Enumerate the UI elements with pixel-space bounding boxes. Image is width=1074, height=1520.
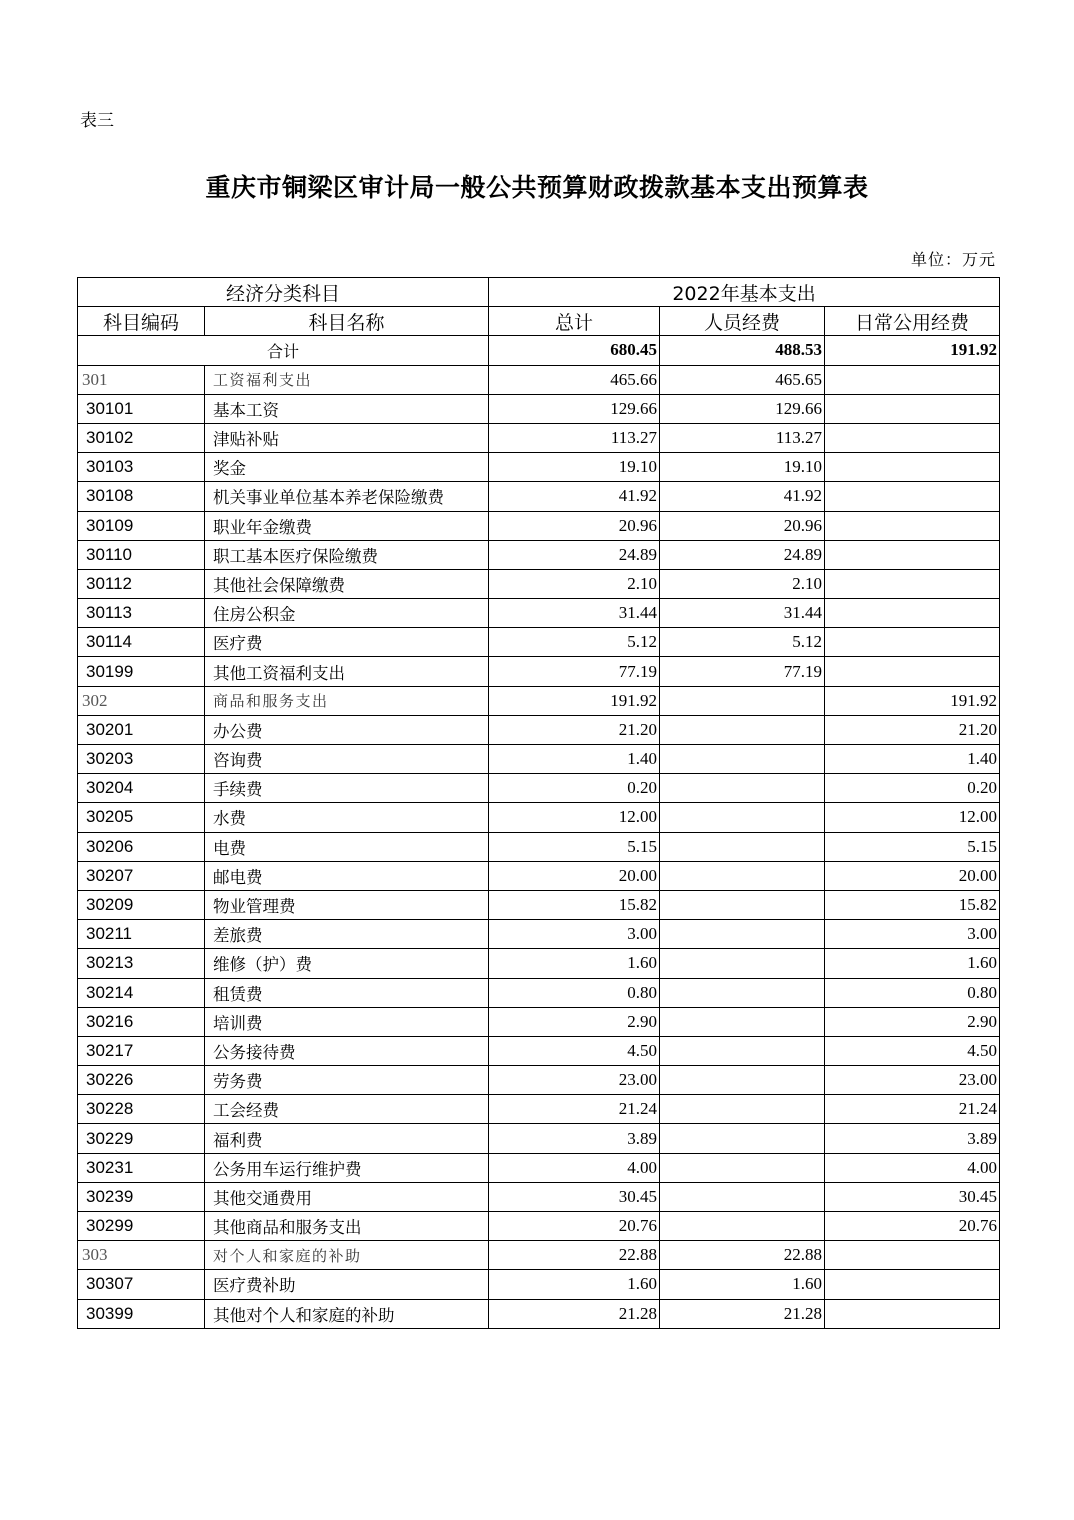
row-code: 30110 xyxy=(78,540,205,569)
row-total: 21.24 xyxy=(489,1095,660,1124)
header-column-row xyxy=(78,307,1000,336)
row-name: 其他交通费用 xyxy=(205,1182,489,1211)
row-name: 津贴补贴 xyxy=(205,423,489,452)
row-public xyxy=(825,657,1000,686)
row-code: 30231 xyxy=(78,1153,205,1182)
row-total: 0.80 xyxy=(489,978,660,1007)
row-total: 12.00 xyxy=(489,803,660,832)
row-personnel xyxy=(660,978,825,1007)
row-personnel xyxy=(660,920,825,949)
table-row xyxy=(78,1153,1000,1182)
row-name: 商品和服务支出 xyxy=(205,686,489,715)
row-public: 191.92 xyxy=(825,686,1000,715)
row-total: 77.19 xyxy=(489,657,660,686)
row-personnel: 1.60 xyxy=(660,1270,825,1299)
row-total: 20.76 xyxy=(489,1212,660,1241)
row-public: 5.15 xyxy=(825,832,1000,861)
row-personnel: 41.92 xyxy=(660,482,825,511)
group-row xyxy=(78,1241,1000,1270)
row-code: 30204 xyxy=(78,774,205,803)
row-name: 其他社会保障缴费 xyxy=(205,569,489,598)
row-name: 职业年金缴费 xyxy=(205,511,489,540)
row-code: 30109 xyxy=(78,511,205,540)
row-name: 奖金 xyxy=(205,453,489,482)
row-name: 维修（护）费 xyxy=(205,949,489,978)
row-code: 30239 xyxy=(78,1182,205,1211)
row-code: 30216 xyxy=(78,1007,205,1036)
group-row xyxy=(78,686,1000,715)
row-code: 30201 xyxy=(78,715,205,744)
row-total: 3.00 xyxy=(489,920,660,949)
row-public: 12.00 xyxy=(825,803,1000,832)
row-code: 30102 xyxy=(78,423,205,452)
row-code: 30207 xyxy=(78,861,205,890)
row-public: 0.80 xyxy=(825,978,1000,1007)
row-personnel xyxy=(660,803,825,832)
table-row xyxy=(78,832,1000,861)
row-personnel xyxy=(660,1212,825,1241)
table-row xyxy=(78,715,1000,744)
row-name: 水费 xyxy=(205,803,489,832)
table-row xyxy=(78,1007,1000,1036)
header-code: 科目编码 xyxy=(78,307,205,336)
row-code: 30213 xyxy=(78,949,205,978)
row-public: 21.24 xyxy=(825,1095,1000,1124)
row-total: 4.00 xyxy=(489,1153,660,1182)
row-total: 41.92 xyxy=(489,482,660,511)
row-total: 3.89 xyxy=(489,1124,660,1153)
header-name: 科目名称 xyxy=(205,307,489,336)
row-total: 20.96 xyxy=(489,511,660,540)
row-personnel: 5.12 xyxy=(660,628,825,657)
header-total: 总计 xyxy=(489,307,660,336)
table-row xyxy=(78,1124,1000,1153)
row-name: 其他工资福利支出 xyxy=(205,657,489,686)
row-personnel xyxy=(660,1036,825,1065)
row-name: 物业管理费 xyxy=(205,890,489,919)
row-public: 1.60 xyxy=(825,949,1000,978)
row-name: 福利费 xyxy=(205,1124,489,1153)
row-code: 302 xyxy=(78,686,205,715)
row-code: 30209 xyxy=(78,890,205,919)
row-total: 1.60 xyxy=(489,1270,660,1299)
row-personnel xyxy=(660,1182,825,1211)
row-public xyxy=(825,628,1000,657)
row-total: 15.82 xyxy=(489,890,660,919)
budget-table xyxy=(77,277,1000,1329)
group-row xyxy=(78,365,1000,394)
row-total: 2.90 xyxy=(489,1007,660,1036)
row-code: 30214 xyxy=(78,978,205,1007)
row-name: 租赁费 xyxy=(205,978,489,1007)
row-total: 23.00 xyxy=(489,1066,660,1095)
row-name: 医疗费补助 xyxy=(205,1270,489,1299)
row-code: 30299 xyxy=(78,1212,205,1241)
row-name: 公务用车运行维护费 xyxy=(205,1153,489,1182)
row-name: 培训费 xyxy=(205,1007,489,1036)
row-public xyxy=(825,453,1000,482)
table-row xyxy=(78,394,1000,423)
row-name: 职工基本医疗保险缴费 xyxy=(205,540,489,569)
row-public xyxy=(825,423,1000,452)
row-public: 1.40 xyxy=(825,745,1000,774)
table-row xyxy=(78,628,1000,657)
row-name: 咨询费 xyxy=(205,745,489,774)
table-row xyxy=(78,511,1000,540)
table-row xyxy=(78,1095,1000,1124)
row-total: 24.89 xyxy=(489,540,660,569)
table-row xyxy=(78,1066,1000,1095)
row-total: 2.10 xyxy=(489,569,660,598)
row-name: 劳务费 xyxy=(205,1066,489,1095)
row-code: 30229 xyxy=(78,1124,205,1153)
row-personnel: 2.10 xyxy=(660,569,825,598)
row-personnel xyxy=(660,1153,825,1182)
row-total: 30.45 xyxy=(489,1182,660,1211)
row-total: 5.12 xyxy=(489,628,660,657)
row-code: 30211 xyxy=(78,920,205,949)
header-public: 日常公用经费 xyxy=(825,307,1000,336)
row-public: 0.20 xyxy=(825,774,1000,803)
summary-label: 合计 xyxy=(78,336,489,365)
row-name: 办公费 xyxy=(205,715,489,744)
row-personnel xyxy=(660,745,825,774)
row-personnel xyxy=(660,1095,825,1124)
table-row xyxy=(78,978,1000,1007)
row-name: 手续费 xyxy=(205,774,489,803)
row-total: 5.15 xyxy=(489,832,660,861)
row-code: 30217 xyxy=(78,1036,205,1065)
table-row xyxy=(78,657,1000,686)
table-label: 表三 xyxy=(80,111,114,131)
row-code: 303 xyxy=(78,1241,205,1270)
row-name: 医疗费 xyxy=(205,628,489,657)
row-total: 1.60 xyxy=(489,949,660,978)
row-public: 21.20 xyxy=(825,715,1000,744)
row-total: 1.40 xyxy=(489,745,660,774)
row-name: 公务接待费 xyxy=(205,1036,489,1065)
summary-personnel: 488.53 xyxy=(660,336,825,365)
row-code: 30101 xyxy=(78,394,205,423)
row-public: 23.00 xyxy=(825,1066,1000,1095)
row-public: 2.90 xyxy=(825,1007,1000,1036)
row-public: 3.89 xyxy=(825,1124,1000,1153)
row-personnel: 20.96 xyxy=(660,511,825,540)
table-row xyxy=(78,1036,1000,1065)
row-personnel xyxy=(660,1007,825,1036)
row-public xyxy=(825,394,1000,423)
row-code: 30228 xyxy=(78,1095,205,1124)
row-total: 191.92 xyxy=(489,686,660,715)
row-name: 工资福利支出 xyxy=(205,365,489,394)
row-name: 对个人和家庭的补助 xyxy=(205,1241,489,1270)
table-row xyxy=(78,745,1000,774)
row-personnel xyxy=(660,774,825,803)
row-public xyxy=(825,482,1000,511)
table-row xyxy=(78,890,1000,919)
row-personnel: 31.44 xyxy=(660,599,825,628)
row-name: 差旅费 xyxy=(205,920,489,949)
row-public: 15.82 xyxy=(825,890,1000,919)
row-personnel xyxy=(660,949,825,978)
row-personnel xyxy=(660,686,825,715)
row-total: 20.00 xyxy=(489,861,660,890)
row-name: 住房公积金 xyxy=(205,599,489,628)
row-name: 其他商品和服务支出 xyxy=(205,1212,489,1241)
row-personnel xyxy=(660,832,825,861)
row-name: 邮电费 xyxy=(205,861,489,890)
row-total: 21.20 xyxy=(489,715,660,744)
table-row xyxy=(78,774,1000,803)
row-personnel: 19.10 xyxy=(660,453,825,482)
row-total: 113.27 xyxy=(489,423,660,452)
row-code: 30199 xyxy=(78,657,205,686)
row-public: 30.45 xyxy=(825,1182,1000,1211)
row-code: 30114 xyxy=(78,628,205,657)
row-code: 30206 xyxy=(78,832,205,861)
row-total: 0.20 xyxy=(489,774,660,803)
table-row xyxy=(78,423,1000,452)
row-total: 19.10 xyxy=(489,453,660,482)
header-economic-classification: 经济分类科目 xyxy=(78,278,489,307)
row-total: 465.66 xyxy=(489,365,660,394)
row-code: 30226 xyxy=(78,1066,205,1095)
row-total: 129.66 xyxy=(489,394,660,423)
row-public xyxy=(825,1241,1000,1270)
table-row xyxy=(78,1299,1000,1328)
table-row xyxy=(78,482,1000,511)
row-code: 30113 xyxy=(78,599,205,628)
row-code: 30112 xyxy=(78,569,205,598)
summary-total: 680.45 xyxy=(489,336,660,365)
row-total: 4.50 xyxy=(489,1036,660,1065)
row-personnel xyxy=(660,1124,825,1153)
page-title: 重庆市铜梁区审计局一般公共预算财政拨款基本支出预算表 xyxy=(205,173,869,202)
unit-label: 单位：万元 xyxy=(910,250,996,269)
table-row xyxy=(78,949,1000,978)
row-personnel xyxy=(660,890,825,919)
table-row xyxy=(78,540,1000,569)
row-code: 30108 xyxy=(78,482,205,511)
table-row xyxy=(78,453,1000,482)
row-name: 机关事业单位基本养老保险缴费 xyxy=(205,482,489,511)
row-name: 工会经费 xyxy=(205,1095,489,1124)
row-personnel xyxy=(660,1066,825,1095)
header-personnel: 人员经费 xyxy=(660,307,825,336)
row-public xyxy=(825,365,1000,394)
table-row xyxy=(78,920,1000,949)
row-public xyxy=(825,569,1000,598)
row-public: 4.00 xyxy=(825,1153,1000,1182)
row-personnel: 22.88 xyxy=(660,1241,825,1270)
row-personnel: 465.65 xyxy=(660,365,825,394)
summary-row xyxy=(78,336,1000,365)
row-public xyxy=(825,1270,1000,1299)
summary-public: 191.92 xyxy=(825,336,1000,365)
row-personnel: 113.27 xyxy=(660,423,825,452)
row-code: 30307 xyxy=(78,1270,205,1299)
row-public xyxy=(825,540,1000,569)
row-public xyxy=(825,511,1000,540)
row-public: 3.00 xyxy=(825,920,1000,949)
row-code: 30203 xyxy=(78,745,205,774)
row-personnel: 24.89 xyxy=(660,540,825,569)
row-code: 30205 xyxy=(78,803,205,832)
row-personnel: 77.19 xyxy=(660,657,825,686)
row-total: 21.28 xyxy=(489,1299,660,1328)
row-public: 20.00 xyxy=(825,861,1000,890)
table-row xyxy=(78,1270,1000,1299)
row-name: 电费 xyxy=(205,832,489,861)
table-row xyxy=(78,1212,1000,1241)
row-public xyxy=(825,599,1000,628)
table-row xyxy=(78,861,1000,890)
row-total: 31.44 xyxy=(489,599,660,628)
table-row xyxy=(78,599,1000,628)
row-personnel: 21.28 xyxy=(660,1299,825,1328)
table-row xyxy=(78,803,1000,832)
row-public: 20.76 xyxy=(825,1212,1000,1241)
table-row xyxy=(78,569,1000,598)
row-name: 其他对个人和家庭的补助 xyxy=(205,1299,489,1328)
row-code: 30399 xyxy=(78,1299,205,1328)
row-name: 基本工资 xyxy=(205,394,489,423)
table-row xyxy=(78,1182,1000,1211)
row-personnel: 129.66 xyxy=(660,394,825,423)
row-public xyxy=(825,1299,1000,1328)
row-code: 30103 xyxy=(78,453,205,482)
row-public: 4.50 xyxy=(825,1036,1000,1065)
header-basic-expenditure: 2022年基本支出 xyxy=(489,278,1000,307)
row-total: 22.88 xyxy=(489,1241,660,1270)
header-group-row xyxy=(78,278,1000,307)
row-code: 301 xyxy=(78,365,205,394)
row-personnel xyxy=(660,715,825,744)
row-personnel xyxy=(660,861,825,890)
